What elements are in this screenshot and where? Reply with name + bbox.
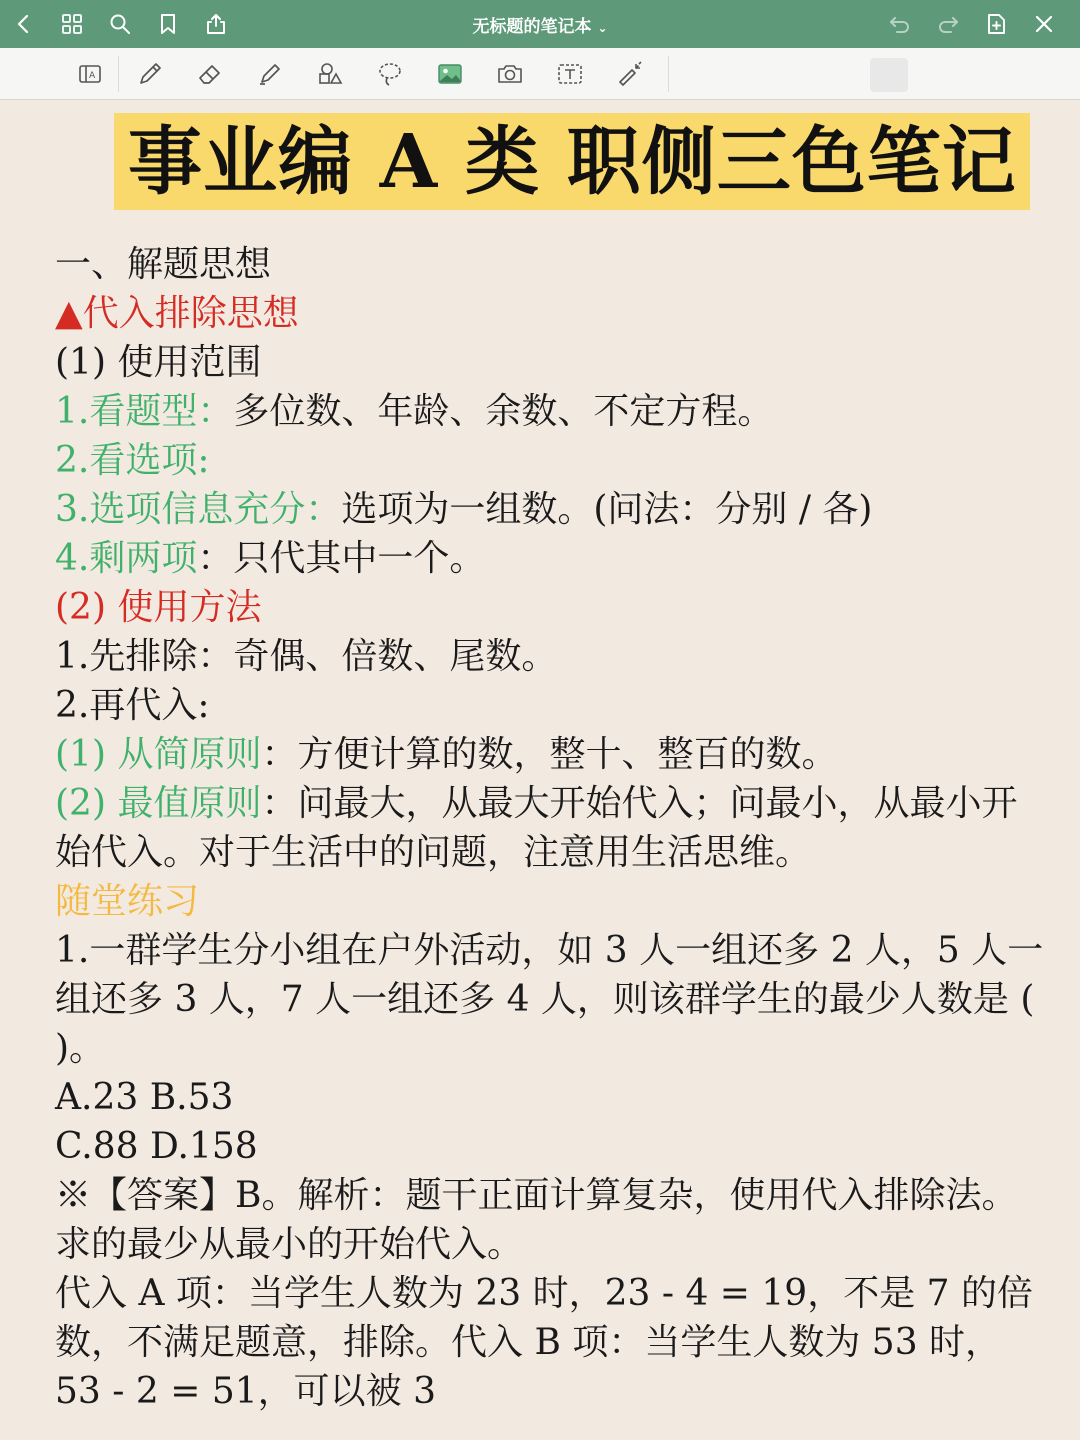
title-bar — [0, 0, 1080, 48]
chevron-down-icon: ⌄ — [597, 21, 608, 35]
principle-2: (2) 最值原则：问最大，从最大开始代入；问最小，从最小开始代入。对于生活中的问题，注意用生活思维。 — [55, 783, 1018, 873]
image-icon[interactable] — [432, 56, 468, 92]
page-thumbnail[interactable] — [870, 58, 908, 92]
question-1: 1.一群学生分小组在户外活动，如 3 人一组还多 2 人，5 人一组还多 3 人，7 人一组还多 4 人，则该群学生的最少人数是 ( )。 — [55, 930, 1044, 1069]
shapes-icon[interactable] — [312, 56, 348, 92]
practice-heading: 随堂练习 — [55, 881, 200, 922]
sidebar-icon[interactable] — [72, 56, 108, 92]
redo-icon[interactable] — [930, 6, 966, 42]
eraser-icon[interactable] — [192, 56, 228, 92]
usage-item-1: 1.先排除：奇偶、倍数、尾数。 — [55, 636, 558, 677]
scope-heading: (1) 使用范围 — [55, 342, 262, 383]
note-content[interactable] — [55, 240, 1045, 1416]
options-row-2: C.88 D.158 — [55, 1126, 258, 1167]
scope-item-4: 4.剩两项：只代其中一个。 — [55, 538, 486, 579]
banner-title: 事业编 A 类 职侧三色笔记 — [128, 119, 1017, 205]
scope-item-1: 1.看题型：多位数、年龄、余数、不定方程。 — [55, 391, 774, 432]
answer-text: ※【答案】B。解析：题干正面计算复杂，使用代入排除法。求的最少从最小的开始代入。 — [55, 1175, 1018, 1265]
drawing-toolbar — [0, 48, 1080, 100]
scope-item-2: 2.看选项: — [55, 440, 210, 481]
analysis-text: 代入 A 项：当学生人数为 23 时，23 - 4 = 19，不是 7 的倍数，不满足题意，排除。代入 B 项：当学生人数为 53 时，53 - 2 = 51，可以被 3 — [55, 1273, 1033, 1412]
options-row-1: A.23 B.53 — [55, 1077, 234, 1118]
notebook-title[interactable]: 无标题的笔记本 ⌄ — [472, 17, 608, 37]
method-heading: ▲代入排除思想 — [55, 293, 299, 334]
pen-icon[interactable] — [132, 56, 168, 92]
highlighter-icon[interactable] — [252, 56, 288, 92]
text-icon[interactable] — [552, 56, 588, 92]
triangle-marker-icon: ▲ — [55, 293, 83, 334]
section-heading: 一、解题思想 — [55, 244, 272, 285]
laser-pointer-icon[interactable] — [612, 56, 648, 92]
scope-item-3: 3.选项信息充分：选项为一组数。(问法：分别 / 各) — [55, 489, 873, 530]
lasso-icon[interactable] — [372, 56, 408, 92]
usage-heading: (2) 使用方法 — [55, 587, 262, 628]
undo-icon[interactable] — [882, 6, 918, 42]
camera-icon[interactable] — [492, 56, 528, 92]
close-icon[interactable] — [1026, 6, 1062, 42]
add-page-icon[interactable] — [978, 6, 1014, 42]
svg-text:A: A — [89, 71, 96, 81]
usage-item-2: 2.再代入: — [55, 685, 210, 726]
title-banner — [114, 113, 1030, 210]
principle-1: (1) 从简原则：方便计算的数，整十、整百的数。 — [55, 734, 838, 775]
